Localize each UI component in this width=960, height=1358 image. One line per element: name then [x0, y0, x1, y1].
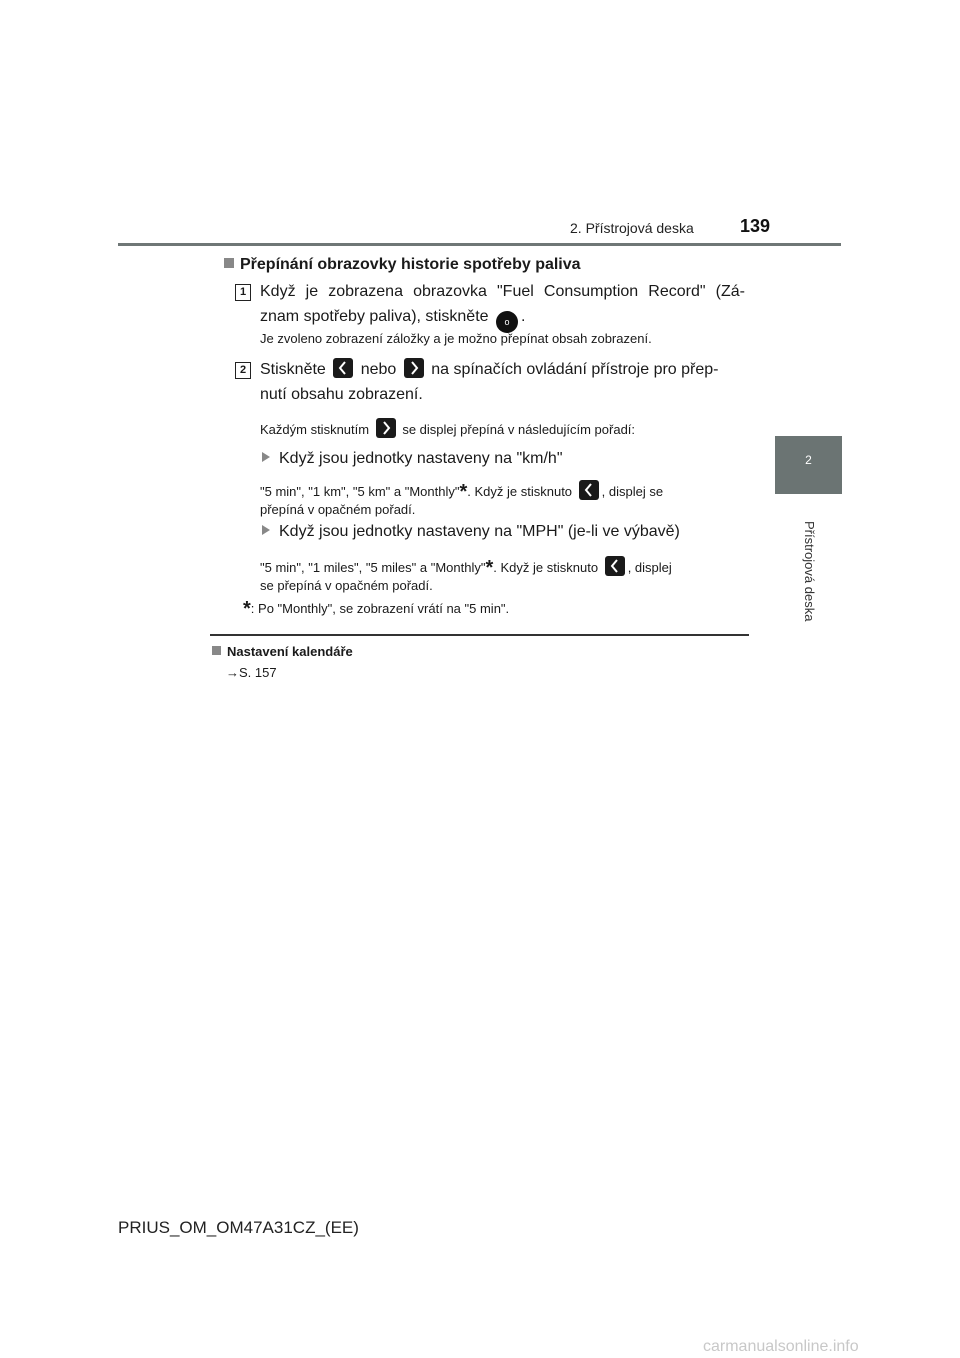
mph-text-1: "5 min", "1 miles", "5 miles" a "Monthly": [260, 560, 486, 575]
kmh-text-3: , displej se: [601, 484, 664, 499]
calendar-title: Nastavení kalendáře: [227, 644, 353, 659]
header-rule: [118, 243, 841, 246]
step-1-text: [260, 279, 745, 333]
kmh-text-2: . Když je stisknuto: [467, 484, 573, 499]
kmh-line-2: přepíná v opačném pořadí.: [260, 502, 416, 517]
calendar-reference-link[interactable]: →S. 157: [226, 665, 277, 680]
section-separator: [210, 634, 749, 636]
square-bullet-icon: [212, 646, 221, 655]
document-code-footer: PRIUS_OM_OM47A31CZ_(EE): [118, 1218, 359, 1237]
kmh-body: [260, 480, 745, 519]
watermark: carmanualsonline.info: [703, 1338, 859, 1355]
footnote: [243, 600, 509, 618]
ok-button-icon: o: [496, 311, 518, 333]
footnote-text: : Po "Monthly", se zobrazení vrátí na "5 min".: [250, 601, 510, 616]
mph-text-3: , displej: [627, 560, 672, 575]
calendar-heading: [212, 643, 353, 661]
mph-heading-text: Když jsou jednotky nastaveny na "MPH" (je-li ve výbavě): [279, 523, 680, 540]
chevron-right-icon: [404, 358, 424, 378]
mph-asterisk: *: [485, 557, 494, 579]
footnote-mark: *: [243, 598, 251, 620]
step-1-line-2-text: znam spotřeby paliva), stiskněte: [260, 308, 489, 325]
chevron-left-icon: [333, 358, 353, 378]
mph-heading: [262, 523, 680, 541]
mph-text-2: . Když je stisknuto: [493, 560, 599, 575]
kmh-heading-text: Když jsou jednotky nastaveny na "km/h": [279, 450, 563, 467]
mph-line-2: se přepíná v opačném pořadí.: [260, 578, 433, 593]
chapter-tab: [775, 436, 842, 494]
step-1-line-2: [260, 304, 745, 333]
step-number-2: 2: [235, 362, 251, 379]
mph-line-1: [260, 556, 745, 577]
kmh-line-1: [260, 480, 745, 501]
step-2-note: [260, 418, 635, 439]
step-2-line-1: [260, 357, 745, 382]
page-number: 139: [740, 216, 771, 236]
step-2-line-2: nutí obsahu zobrazení.: [260, 386, 423, 403]
kmh-heading: [262, 450, 563, 468]
section-title-text: Přepínání obrazovky historie spotřeby paliva: [240, 256, 581, 273]
running-header-section: 2. Přístrojová deska: [570, 220, 694, 236]
step-2-text: [260, 357, 745, 407]
chevron-left-icon: [579, 480, 599, 500]
triangle-bullet-icon: [262, 525, 270, 535]
kmh-asterisk: *: [459, 481, 468, 503]
step-2-note-2: se displej přepíná v následujícím pořadí:: [402, 422, 636, 437]
square-bullet-icon: [224, 258, 234, 268]
triangle-bullet-icon: [262, 452, 270, 462]
kmh-text-1: "5 min", "1 km", "5 km" a "Monthly": [260, 484, 460, 499]
step-2-text-a2: nebo: [360, 361, 397, 378]
chapter-tab-label: Přístrojová deska: [802, 521, 817, 622]
step-1-line-1: Když je zobrazena obrazovka "Fuel Consumption Record" (Zá-: [260, 283, 745, 300]
chevron-right-icon: [376, 418, 396, 438]
step-number-1: 1: [235, 284, 251, 301]
step-1-line-2-end: .: [521, 308, 526, 325]
step-1-note: Je zvoleno zobrazení záložky a je možno přepínat obsah zobrazení.: [260, 331, 652, 346]
chevron-left-icon: [605, 556, 625, 576]
chapter-tab-number: 2: [805, 453, 812, 467]
step-2-text-a1: Stiskněte: [260, 361, 326, 378]
mph-body: [260, 556, 745, 595]
section-title: [224, 256, 581, 274]
step-2-note-1: Každým stisknutím: [260, 422, 370, 437]
step-2-text-a3: na spínačích ovládání přístroje pro přep-: [431, 361, 719, 378]
